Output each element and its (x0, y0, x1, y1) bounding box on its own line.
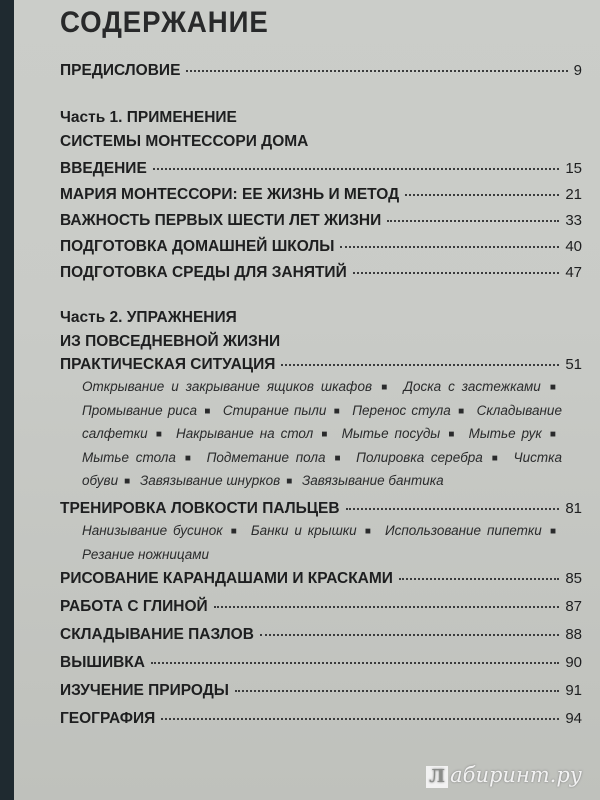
toc-page-number: 91 (565, 682, 582, 699)
toc-entry (60, 238, 582, 256)
dot-leader (151, 662, 559, 664)
toc-page-number: 87 (565, 598, 582, 615)
subtopic-item: Использование пипетки (384, 523, 542, 538)
toc-entry-practical (60, 356, 582, 374)
watermark-logo (426, 763, 582, 788)
dot-leader (161, 718, 559, 720)
subtopic-item: Завязывание бантика (302, 473, 444, 488)
square-bullet-icon: ■ (228, 526, 239, 537)
square-bullet-icon: ■ (331, 452, 344, 464)
square-bullet-icon: ■ (203, 405, 212, 417)
subtopic-item: Накрывание на стол (175, 426, 314, 441)
toc-entry-fingers (60, 500, 582, 518)
dot-leader (405, 194, 559, 196)
toc-entry-label: МАРИЯ МОНТЕССОРИ: ЕЕ ЖИЗНЬ И МЕТОД (60, 186, 400, 203)
toc-entry (60, 160, 582, 178)
subtopic-list (82, 520, 562, 565)
dot-leader (260, 634, 559, 636)
part-heading-line: СИСТЕМЫ МОНТЕССОРИ ДОМА (60, 133, 309, 150)
subtopic-item: Открывание и закрывание ящиков шкафов (82, 379, 373, 394)
toc-page-number: 85 (565, 570, 582, 587)
dot-leader (153, 168, 560, 170)
toc-entry (60, 186, 582, 204)
subtopic-item: Мытье стола (82, 449, 176, 465)
toc-page-number: 94 (565, 710, 582, 727)
watermark-letter: Л (426, 766, 448, 788)
square-bullet-icon: ■ (547, 429, 556, 440)
toc-page-number: 40 (565, 238, 582, 255)
toc-entry-label: ВАЖНОСТЬ ПЕРВЫХ ШЕСТИ ЛЕТ ЖИЗНИ (60, 212, 382, 229)
toc-entry-label: ВВЕДЕНИЕ (60, 160, 147, 177)
dot-leader (387, 220, 559, 222)
toc-entry (60, 710, 582, 728)
subtopic-item: Банки и крышки (250, 523, 357, 538)
square-bullet-icon: ■ (547, 526, 556, 537)
toc-entry (60, 626, 582, 644)
toc-page-number: 47 (565, 264, 582, 281)
toc-entry-label: ВЫШИВКА (60, 654, 145, 671)
toc-entry-label: ТРЕНИРОВКА ЛОВКОСТИ ПАЛЬЦЕВ (60, 500, 340, 517)
square-bullet-icon: ■ (332, 405, 342, 417)
subtopic-item: Подметание пола (206, 449, 326, 465)
dot-leader (353, 272, 560, 274)
toc-entry (60, 264, 582, 282)
toc-page-number: 15 (565, 160, 582, 177)
toc-page-number: 33 (565, 212, 582, 229)
dot-leader (399, 578, 559, 580)
subtopic-item: Мытье рук (468, 426, 542, 441)
book-page (14, 0, 600, 800)
toc-page-number: 90 (565, 654, 582, 671)
part-heading-line: Часть 1. ПРИМЕНЕНИЕ (60, 109, 237, 126)
square-bullet-icon: ■ (446, 429, 457, 440)
square-bullet-icon: ■ (181, 452, 194, 464)
subtopic-item: Нанизывание бусинок (82, 523, 223, 538)
square-bullet-icon: ■ (546, 382, 556, 393)
dot-leader (235, 690, 559, 692)
part-heading-line: ИЗ ПОВСЕДНЕВНОЙ ЖИЗНИ (60, 333, 281, 350)
dot-leader (340, 246, 559, 248)
dot-leader (346, 508, 560, 510)
subtopic-item: Резание ножницами (82, 546, 210, 562)
toc-entry-label: ПРЕДИСЛОВИЕ (60, 62, 181, 79)
toc-page-number: 9 (573, 62, 582, 79)
subtopic-item: Чистка обуви (82, 449, 562, 488)
square-bullet-icon: ■ (319, 429, 330, 440)
subtopic-item: Мытье посуды (341, 426, 441, 441)
toc-entry (60, 654, 582, 672)
dot-leader (186, 70, 567, 72)
subtopic-item: Промывание риса (82, 402, 198, 418)
subtopic-item: Доска с застежками (403, 379, 541, 394)
toc-page-number: 51 (565, 356, 582, 373)
square-bullet-icon: ■ (153, 429, 165, 440)
square-bullet-icon: ■ (456, 405, 466, 417)
toc-entry-label: ИЗУЧЕНИЕ ПРИРОДЫ (60, 682, 229, 699)
toc-entry (60, 212, 582, 230)
page-title: СОДЕРЖАНИЕ (60, 6, 269, 39)
subtopic-item: Складывание салфетки (82, 402, 562, 441)
subtopic-item: Стирание пыли (222, 402, 327, 418)
square-bullet-icon: ■ (362, 526, 374, 537)
square-bullet-icon: ■ (378, 382, 391, 393)
part-heading-2 (60, 306, 480, 354)
dot-leader (214, 606, 560, 608)
toc-entry-label: ГЕОГРАФИЯ (60, 710, 156, 727)
subtopic-item: Перенос стула (352, 402, 451, 418)
toc-page-number: 88 (565, 626, 582, 643)
toc-entry-preface (60, 62, 582, 80)
toc-entry (60, 598, 582, 616)
toc-entry (60, 682, 582, 700)
square-bullet-icon: ■ (124, 476, 131, 487)
subtopic-list (82, 376, 562, 494)
square-bullet-icon: ■ (286, 476, 293, 487)
toc-entry (60, 570, 582, 588)
toc-entry-label: ПОДГОТОВКА ДОМАШНЕЙ ШКОЛЫ (60, 238, 335, 255)
toc-page-number: 81 (565, 500, 582, 517)
part-heading-line: Часть 2. УПРАЖНЕНИЯ (60, 309, 237, 326)
part-heading-1 (60, 106, 480, 154)
toc-entry-label: РАБОТА С ГЛИНОЙ (60, 598, 208, 615)
subtopic-item: Завязывание шнурков (139, 473, 281, 488)
toc-page-number: 21 (565, 186, 582, 203)
toc-entry-label: РИСОВАНИЕ КАРАНДАШАМИ И КРАСКАМИ (60, 570, 393, 587)
subtopic-item: Полировка серебра (356, 449, 483, 465)
toc-entry-label: СКЛАДЫВАНИЕ ПАЗЛОВ (60, 626, 254, 643)
watermark-text: абиринт.ру (450, 763, 582, 787)
square-bullet-icon: ■ (488, 452, 501, 464)
dot-leader (281, 364, 559, 366)
toc-entry-label: ПОДГОТОВКА СРЕДЫ ДЛЯ ЗАНЯТИЙ (60, 264, 347, 281)
toc-entry-label: ПРАКТИЧЕСКАЯ СИТУАЦИЯ (60, 356, 276, 373)
